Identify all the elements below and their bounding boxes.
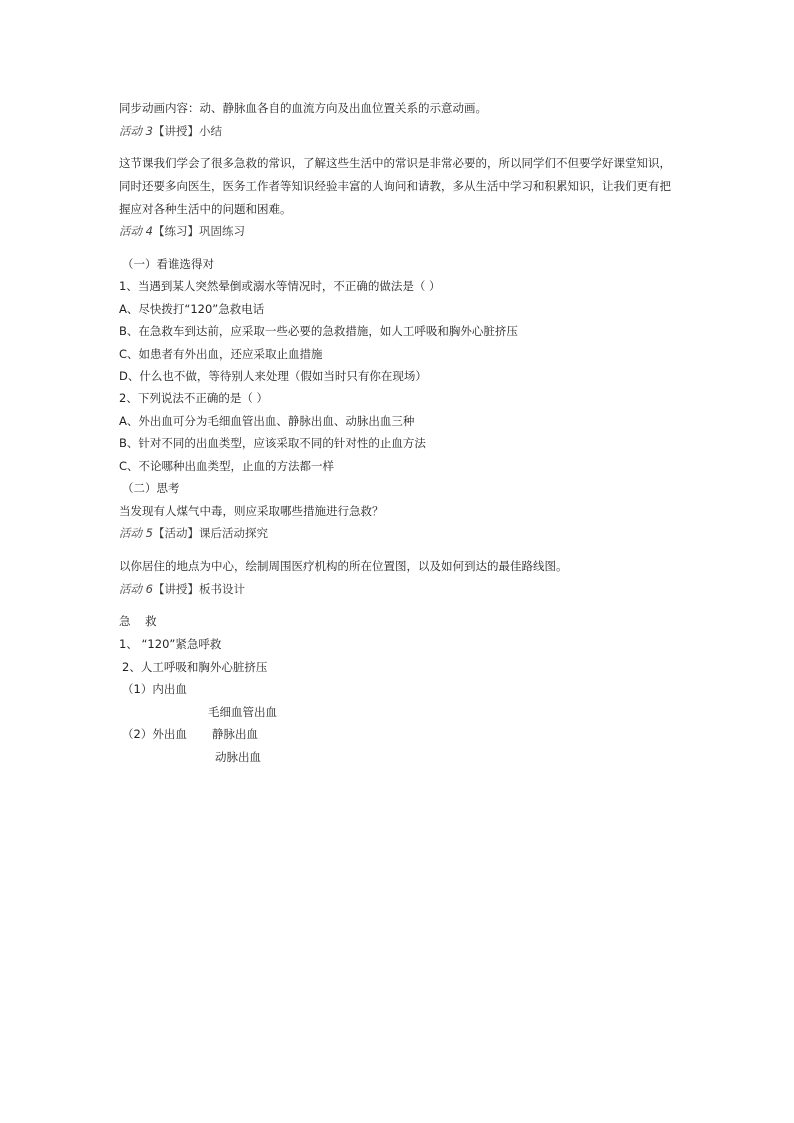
question-2-option-c: C、不论哪种出血类型，止血的方法都一样 bbox=[119, 459, 335, 473]
activity-5-text: 以你居住的地点为中心，绘制周围医疗机构的所在位置图，以及如何到达的最佳路线图。 bbox=[119, 559, 568, 573]
board-title: 急 救 bbox=[119, 614, 157, 628]
summary-paragraph: 这节课我们学会了很多急救的常识，了解这些生活中的常识是非常必要的，所以同学们不但要学好课堂知识，同时还要多向医生，医务工作者等知识经验丰富的人询问和请教，多从生活中学习和积累知识，让我们更有把握应对各种生活中的问题和困难。 bbox=[119, 156, 671, 216]
activity-6-label: 活动 6 bbox=[119, 582, 153, 596]
question-2-option-a: A、外出血可分为毛细血管出血、静脉出血、动脉出血三种 bbox=[119, 414, 415, 428]
question-1-option-c: C、如患者有外出血，还应采取止血措施 bbox=[119, 347, 323, 361]
activity-3-heading bbox=[119, 124, 699, 138]
question-1-option-d: D、什么也不做，等待别人来处理（假如当时只有你在现场） bbox=[119, 369, 427, 383]
think-question: 当发现有人煤气中毒，则应采取哪些措施进行急救？ bbox=[119, 504, 384, 518]
board-item-4: （2）外出血 bbox=[122, 727, 187, 741]
activity-6-heading bbox=[119, 582, 699, 596]
activity-3-tag: 【讲授】小结 bbox=[152, 124, 222, 138]
question-2-option-b: B、针对不同的出血类型，应该采取不同的针对性的止血方法 bbox=[119, 436, 426, 450]
board-capillary-bleeding: 毛细血管出血 bbox=[208, 705, 277, 719]
activity-5-tag: 【活动】课后活动探究 bbox=[152, 526, 268, 540]
board-item-3: （1）内出血 bbox=[122, 682, 187, 696]
activity-4-heading bbox=[119, 224, 699, 238]
activity-5-heading bbox=[119, 526, 699, 540]
question-1: 1、当遇到某人突然晕倒或溺水等情况时，不正确的做法是（ ） bbox=[119, 279, 441, 293]
activity-5-label: 活动 5 bbox=[119, 526, 153, 540]
sync-animation-text: 同步动画内容：动、静脉血各自的血流方向及出血位置关系的示意动画。 bbox=[119, 101, 487, 115]
activity-4-tag: 【练习】巩固练习 bbox=[152, 224, 245, 238]
activity-4-label: 活动 4 bbox=[119, 224, 153, 238]
board-item-1: 1、 “120”紧急呼救 bbox=[119, 637, 222, 651]
activity-6-tag: 【讲授】板书设计 bbox=[152, 582, 245, 596]
question-2: 2、下列说法不正确的是（ ） bbox=[119, 391, 268, 405]
board-arterial-bleeding: 动脉出血 bbox=[215, 750, 261, 764]
question-1-option-a: A、尽快拨打“120”急救电话 bbox=[119, 302, 265, 316]
section-1-heading: （一）看谁选得对 bbox=[122, 257, 214, 271]
section-2-heading: （二）思考 bbox=[122, 481, 180, 495]
question-1-option-b: B、在急救车到达前，应采取一些必要的急救措施，如人工呼吸和胸外心脏挤压 bbox=[119, 324, 518, 338]
activity-3-label: 活动 3 bbox=[119, 124, 153, 138]
board-venous-bleeding: 静脉出血 bbox=[212, 727, 258, 741]
board-item-2: 2、人工呼吸和胸外心脏挤压 bbox=[122, 660, 268, 674]
